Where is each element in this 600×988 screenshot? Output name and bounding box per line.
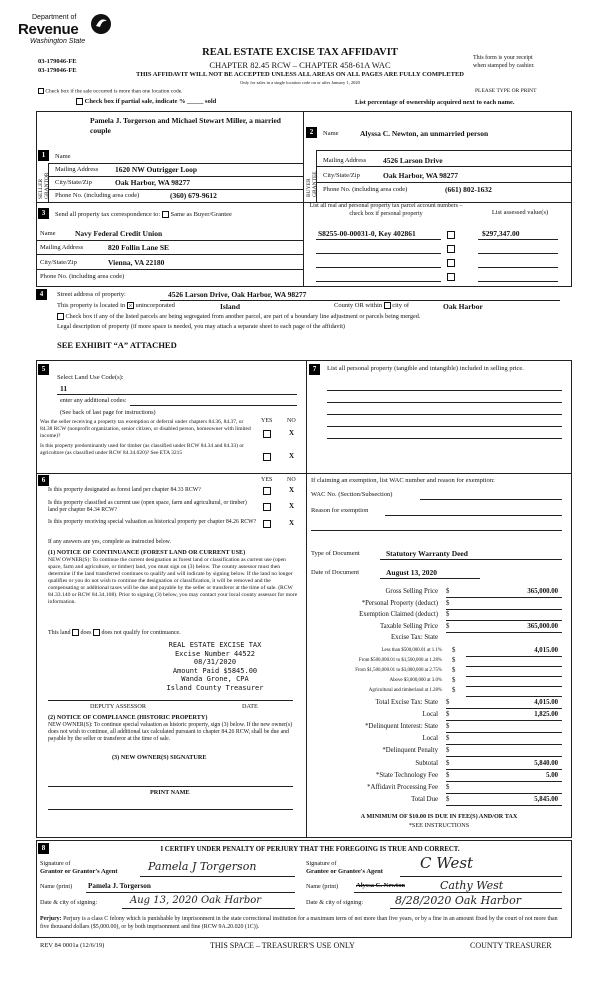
stamp-line-4: Amount Paid $5845.00 [172,666,258,675]
corr-name: Navy Federal Credit Union [75,229,163,238]
seller-name: Pamela J. Torgerson and Michael Stewart Miller, a married couple [90,116,281,135]
tax-total-currency: $ [446,710,450,718]
property-city: Oak Harbor [443,302,483,311]
multi-location-label: Check box if the sale occurred is more than one location code. [45,88,183,95]
personal-property-note: List all personal property (tangible and intangible) included in selling price. [327,365,524,372]
notice1-body: NEW OWNER(S): To continue the current designation as forest land or classification as current use (open space, farm and agriculture, or timber) land, you must sign on (3) below. The county assessor must then determine if the land transferred continues to qualify and will indicate by signing below. If the land no longer qualifies or you do not wish to continue the designation or classification, it will be removed and the compensating or additional taxes will be due and payable by the seller or transferor at the time of sale. (RCW 84.33.140 or RCW 84.34.108). Prior to signing (3) below, you may contact your local county assessor for more information. [48,557,298,605]
corr-city: Vienna, VA 22180 [108,258,165,267]
grantor-name: Pamela J. Torgerson [88,882,151,890]
personal-property-checkbox-4[interactable] [447,273,455,281]
corr-city-label: City/State/Zip [40,259,77,266]
exemption-reason-label: Reason for exemption [311,507,369,514]
does-label: does [80,629,92,636]
ownership-note: List percentage of ownership acquired next to each name. [355,99,515,106]
tax-total-label: *Delinquent Penalty [382,747,438,755]
new-owner-signature-label: (3) NEW OWNER(S) SIGNATURE [112,754,207,761]
correspondence-label: Send all property tax correspondence to: [55,211,161,218]
seller-address: 1620 NW Outrigger Loop [115,165,198,174]
tax-row-currency: $ [446,588,450,595]
land-use-label: Select Land Use Code(s): [57,374,124,381]
buyer-city-label: City/State/Zip [323,172,360,179]
unincorporated-checkbox[interactable]: × [128,302,133,311]
corr-address-label: Mailing Address [40,244,84,251]
minimum-due-note: A MINIMUM OF $10.00 IS DUE IN FEE(S) AND/OR TAX [360,813,518,820]
tax-total-currency: $ [446,735,450,743]
tax-total-currency: $ [446,783,450,791]
this-land-label: This land [48,629,71,636]
treasurer-stamp [140,641,290,693]
tax-row-label: Taxable Selling Price [379,622,438,630]
tax-total-value: 5,845.00 [534,796,558,804]
buyer-address: 4526 Larson Drive [383,156,443,165]
tax-total-currency: $ [446,747,450,755]
q6-2-yes-checkbox[interactable] [263,503,271,511]
tax-row-value: 365,000.00 [527,622,558,630]
q5-1-yes-checkbox[interactable] [263,430,271,438]
grantee-name-handwritten: Cathy West [440,879,504,892]
valid-note: Only for sales in a single location code on or after January 1, 2020 [240,80,360,85]
tax-total-label: *State Technology Fee [375,771,438,779]
correspondence-row [55,211,232,218]
perjury-text: Perjury is a class C felony which is punishable by imprisonment in the state correctional institution for a maximum term of not more than five years, or by a fine in an amount fixed by the court of not more than five thousand dollars ($5,000.00), or by both imprisonment and fine (RCW 9A.20.020 (1C)). [40,916,558,930]
dept-state: Washington State [30,38,86,45]
buyer-city: Oak Harbor, WA 98277 [383,171,459,180]
tax-total-currency: $ [446,698,450,706]
question-6-2: Is this property classified as current use (open space, farm and agricultural, or timber) land per chapter 84.34 RCW? [48,500,247,513]
tax-total-label: Total Excise Tax: State [375,698,438,706]
grantor-name-label: Name (print) [40,883,73,890]
q6-3-yes-checkbox[interactable] [263,520,271,528]
print-name-label: PRINT NAME [150,789,190,796]
personal-property-checkbox-2[interactable] [447,245,455,253]
grantee-name: Alyssa C. Newton [356,882,405,889]
street-label: Street address of property: [57,291,126,298]
tax-total-value: 5,840.00 [534,759,558,767]
grantee-signature: C West [420,854,474,872]
grantor-date-label: Date & city of signing: [40,899,98,906]
if-yes-note: If any answers are yes, complete as instructed below. [48,539,171,545]
tax-row-label: *Personal Property (deduct) [361,599,438,607]
tax-total-label: Total Due [411,796,438,804]
stamp-line-2: Excise Number 44522 [174,649,256,658]
tax-total-currency: $ [446,771,450,779]
doc-type-label: Type of Document [311,550,360,557]
exemption-header: If claiming an exemption, list WAC number and reason for exemption: [311,477,495,484]
question-6-3: Is this property receiving special valuation as historical property per chapter 84.26 RCW? [48,519,257,525]
same-as-buyer-label: Same as Buyer/Grantee [170,211,232,218]
tax-total-label: Local [422,735,438,743]
notice1-title: (1) NOTICE OF CONTINUANCE (FOREST LAND OR CURRENT USE) [48,549,246,556]
form-revision: REV 84 0001a (12/6/19) [40,942,105,949]
q6-2-no-mark: X [289,502,295,510]
q6-1-yes-checkbox[interactable] [263,487,271,495]
tax-bracket-currency: $ [452,666,456,674]
doc-type: Statutory Warranty Deed [386,549,468,558]
section-badge-7: 7 [309,364,320,375]
q5-2-no-mark: X [289,452,295,460]
tax-bracket-currency: $ [452,646,456,654]
additional-codes-label: enter any additional codes: [60,397,127,404]
tax-bracket-label: Above $3,000,000 at 3.0% [389,677,442,683]
assessed-value: $297,347.00 [482,229,520,238]
property-street: 4526 Larson Drive, Oak Harbor, WA 98277 [168,290,307,299]
section-badge-6: 6 [38,475,49,486]
exhibit-note: SEE EXHIBIT “A” ATTACHED [57,340,177,350]
reference-number-2: 03-179046-FE [38,67,77,74]
see-instructions-note: *SEE INSTRUCTIONS [408,822,470,829]
receipt-note-1: This form is your receipt [473,55,533,61]
seller-city: Oak Harbor, WA 98277 [115,178,191,187]
tax-row-label: Gross Selling Price [385,588,438,595]
buyer-name-label: Name [323,130,339,137]
q5-2-yes-checkbox[interactable] [263,453,271,461]
segregated-checkbox[interactable] [57,313,64,320]
tax-bracket-currency: $ [452,676,456,684]
tax-total-currency: $ [446,759,450,767]
land-does-not-checkbox[interactable] [93,629,100,636]
continuance-row [48,629,181,636]
seller-phone: (360) 679-9612 [170,191,217,200]
q5-1-no-mark: X [289,429,295,437]
tax-total-value: 1,825.00 [534,710,558,718]
perjury-label: Perjury: [40,916,62,922]
seller-phone-label: Phone No. (including area code) [55,192,140,199]
perjury-notice [40,915,568,931]
location-row [57,302,175,309]
section-badge-4: 4 [36,289,47,300]
section-badge-1: 1 [38,150,49,161]
question-6-1: Is this property designated as forest land per chapter 84.33 RCW? [48,487,201,493]
wac-label: WAC No. (Section/Subsection) [311,491,393,498]
partial-sale-row [76,98,216,105]
form-title: REAL ESTATE EXCISE TAX AFFIDAVIT [202,47,398,58]
buyer-address-label: Mailing Address [323,157,367,164]
same-as-buyer-checkbox[interactable] [162,211,169,218]
grantor-signature: Pamela J Torgerson [148,860,257,873]
seller-name-label: Name [55,153,71,160]
stamp-line-1: REAL ESTATE EXCISE TAX [168,641,262,649]
multi-location-checkbox[interactable] [38,88,44,94]
tax-total-currency: $ [446,796,450,804]
notice2-body: NEW OWNER(S): To continue special valuation as historic property, sign (3) below. If the new owner(s) does not wish to continue, all additional tax calculated pursuant to chapter 84.26 RCW, shall be due and payable by the seller or transferor at the time of sale. [48,722,293,742]
stamp-line-5: Wanda Grone, CPA [181,675,249,684]
tax-row-value: 365,000.00 [527,588,558,595]
deputy-assessor-label: DEPUTY ASSESSOR [90,703,146,710]
tax-row-label: Excise Tax: State [391,634,438,641]
dept-of: Department of [32,14,77,21]
no-header-6: NO [287,477,296,483]
dor-logo-mark-icon [90,12,112,36]
yes-header-6: YES [261,477,273,483]
partial-sale-checkbox[interactable] [76,98,83,105]
section-badge-5: 5 [38,364,49,375]
grantee-date-label: Date & city of signing: [306,899,364,906]
tax-total-label: *Affidavit Processing Fee [367,783,438,791]
tax-total-label: Subtotal [415,759,438,767]
section-badge-3: 3 [38,208,49,219]
unincorporated-label: unincorporated [135,302,175,309]
q6-1-no-mark: X [289,486,295,494]
treasurer-space-note: THIS SPACE – TREASURER'S USE ONLY [210,941,355,950]
section-badge-8: 8 [38,843,49,854]
see-back-note: (See back of last page for instructions) [60,409,156,416]
corr-name-label: Name [40,230,56,237]
grantor-sig-label-1: Signature of [40,860,71,867]
tax-total-value: 5.00 [546,771,558,779]
section-badge-2: 2 [306,127,317,138]
dept-revenue: Revenue [18,21,79,38]
buyer-phone: (661) 802-1632 [445,185,492,194]
receipt-note-2: when stamped by cashier. [473,63,535,69]
tax-bracket-currency: $ [452,656,456,664]
personal-property-checkbox-1[interactable] [447,231,455,239]
segregated-label: Check box if any of the listed parcels are being segregated from another parcel, are part of a boundary line adjustment or parcels being merged. [65,313,421,320]
tax-bracket-label: From $1,500,000.01 to $3,000,000 at 2.75% [355,667,442,673]
property-county: Island [220,302,241,311]
dor-logo [18,12,118,52]
certify-statement: I CERTIFY UNDER PENALTY OF PERJURY THAT THE FOREGOING IS TRUE AND CORRECT. [160,846,460,853]
land-use-code: 11 [60,384,68,393]
tax-row-currency: $ [446,622,450,630]
multi-location-row [38,88,183,94]
grantor-date-city: Aug 13, 2020 Oak Harbor [130,895,262,906]
type-print-note: PLEASE TYPE OR PRINT [475,88,537,94]
tax-row-currency: $ [446,599,450,607]
segregated-row [57,313,420,320]
reference-number-1: 03-179046-FE [38,58,77,65]
assessor-date-label: DATE [242,703,258,710]
grantee-name-label: Name (print) [306,883,339,890]
doc-date-label: Date of Document [311,569,360,576]
tax-bracket-value: 4,015.00 [534,646,558,654]
does-not-label: does not qualify for continuance. [101,629,181,636]
seller-address-label: Mailing Address [55,166,99,173]
tax-total-value: 4,015.00 [534,698,558,706]
tax-total-label: *Delinquent Interest: State [365,722,438,730]
seller-side-label: SELLER GRANTOR [38,172,50,199]
buyer-phone-label: Phone No. (including area code) [323,186,408,193]
parcel-header: List all real and personal property tax parcel account numbers – check box if personal property [309,203,463,217]
tax-total-currency: $ [446,722,450,730]
yes-header-5: YES [261,418,273,424]
question-5-2: Is this property predominantly used for timber (as classified under RCW 84.34 and 84.33) or agriculture (as classified under RCW 84.34.020)? See ETA 3215 [40,443,244,456]
doc-date: August 13, 2020 [386,568,438,577]
grantee-sig-label-2: Grantee or Grantee's Agent [306,868,383,875]
grantee-date-city: 8/28/2020 Oak Harbor [395,894,521,907]
stamp-line-3: 08/31/2020 [193,658,237,667]
buyer-name: Alyssa C. Newton, an unmarried person [360,129,489,138]
tax-row-label: Exemption Claimed (deduct) [359,611,438,618]
within-city-checkbox[interactable] [384,302,391,309]
tax-total-label: Local [422,710,438,718]
partial-sale-label: Check box if partial sale, indicate % _____ sold [84,98,217,105]
q6-3-no-mark: X [289,519,295,527]
tax-bracket-label: Agricultural and timberland at 1.28% [368,687,442,693]
land-does-checkbox[interactable] [72,629,79,636]
buyer-side-label: BUYER GRANTEE [306,171,318,197]
tax-bracket-currency: $ [452,686,456,694]
county-treasurer-label: COUNTY TREASURER [470,941,552,950]
tax-bracket-label: Less than $500,000.01 at 1.1% [381,647,442,653]
city-of-label: city of [392,302,410,309]
tax-row-currency: $ [446,611,450,618]
grantor-sig-label-2: Grantor or Grantor's Agent [40,868,118,875]
parcel-number: S8255-00-00031-0, Key 402861 [318,229,416,238]
county-label: County OR within [334,302,383,309]
assessed-header: List assessed value(s) [491,209,549,216]
notice2-title: (2) NOTICE OF COMPLIANCE (HISTORIC PROPERTY) [48,714,208,721]
legal-description-label: Legal description of property (if more space is needed, you may attach a separate sheet to each page of the affidavit) [57,323,345,330]
county-within-row [334,302,409,309]
seller-city-label: City/State/Zip [55,179,92,186]
located-label: This property is located in [57,302,126,309]
corr-address: 820 Follin Lane SE [108,243,170,252]
stamp-line-6: Island County Treasurer [166,683,264,692]
tax-bracket-label: From $500,000.01 to $1,500,000 at 1.28% [358,657,442,663]
grantee-sig-label-1: Signature of [306,860,337,867]
corr-phone-label: Phone No. (including area code) [40,273,125,280]
personal-property-checkbox-3[interactable] [447,259,455,267]
form-warning: THIS AFFIDAVIT WILL NOT BE ACCEPTED UNLESS ALL AREAS ON ALL PAGES ARE FULLY COMPLETED [136,71,464,78]
question-5-1: Was the seller receiving a property tax exemption or deferral under chapters 84.36, 84.37, or 84.38 RCW (nonprofit organization, senior citizen, or disabled person, homeowner with limited income)? [40,419,251,439]
no-header-5: NO [287,418,296,424]
form-subtitle: CHAPTER 82.45 RCW – CHAPTER 458-61A WAC [209,60,391,70]
